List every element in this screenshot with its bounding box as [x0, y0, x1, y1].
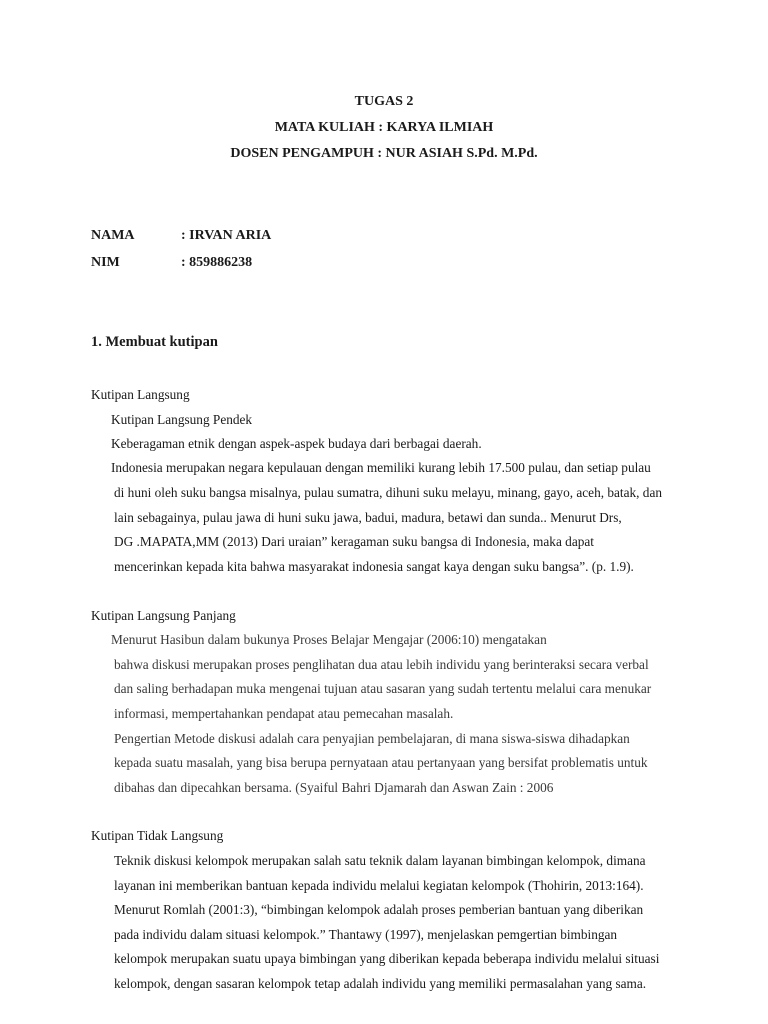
long-quote-line: informasi, mempertahankan pendapat atau pemecahan masalah.: [114, 706, 454, 721]
direct-quote-line: di huni oleh suku bangsa misalnya, pulau sumatra, dihuni suku melayu, minang, gayo, aceh, batak, dan: [114, 485, 663, 500]
section-title: 1. Membuat kutipan: [91, 334, 218, 350]
long-quote-line: Menurut Hasibun dalam bukunya Proses Belajar Mengajar (2006:10) mengatakan: [111, 632, 547, 647]
course-name: MATA KULIAH : KARYA ILMIAH: [274, 120, 494, 135]
nim-label: NIM: [91, 255, 120, 270]
indirect-quote-line: pada individu dalam situasi kelompok.” Thantawy (1997), menjelaskan pemgertian bimbingan: [114, 927, 618, 942]
direct-quote-line: DG .MAPATA,MM (2013) Dari uraian” keragaman suku bangsa di Indonesia, maka dapat: [114, 534, 594, 549]
indirect-quote-line: Teknik diskusi kelompok merupakan salah satu teknik dalam layanan bimbingan kelompok, dimana: [114, 853, 646, 868]
long-quote-line: dibahas dan dipecahkan bersama. (Syaiful Bahri Djamarah dan Aswan Zain : 2006: [114, 780, 554, 795]
long-quote-line: bahwa diskusi merupakan proses penglihatan dua atau lebih individu yang berinteraksi secara verbal: [114, 657, 649, 672]
indirect-quote-line: layanan ini memberikan bantuan kepada individu melalui kegiatan kelompok (Thohirin, 2013:164).: [114, 878, 644, 893]
long-quote-heading: Kutipan Langsung Panjang: [91, 608, 236, 623]
indirect-quote-heading: Kutipan Tidak Langsung: [91, 828, 224, 843]
nim-value: : 859886238: [181, 255, 253, 270]
direct-quote-line: lain sebagainya, pulau jawa di huni suku jawa, badui, madura, betawi dan sunda.. Menurut Drs,: [114, 510, 622, 525]
assignment-title: TUGAS 2: [354, 94, 414, 109]
direct-quote-line: mencerinkan kepada kita bahwa masyarakat indonesia sangat kaya dengan suku bangsa”. (p. 1.9).: [114, 559, 634, 574]
indirect-quote-line: Menurut Romlah (2001:3), “bimbingan kelompok adalah proses pemberian bantuan yang diberikan: [114, 902, 644, 917]
indirect-quote-line: kelompok, dengan sasaran kelompok tetap adalah individu yang memiliki permasalahan yang sama.: [114, 976, 647, 991]
short-quote-heading: Kutipan Langsung Pendek: [111, 412, 253, 427]
name-value: : IRVAN ARIA: [181, 228, 272, 243]
long-quote-line: kepada suatu masalah, yang bisa berupa pernyataan atau pertanyaan yang bersifat problematis untuk: [114, 755, 648, 770]
direct-quote-line: Indonesia merupakan negara kepulauan dengan memiliki kurang lebih 17.500 pulau, dan setiap pulau: [111, 460, 651, 475]
long-quote-line: dan saling berhadapan muka mengenai tujuan atau sasaran yang sudah tertentu melalui cara menukar: [114, 681, 652, 696]
long-quote-line: Pengertian Metode diskusi adalah cara penyajian pembelajaran, di mana siswa-siswa dihadapkan: [114, 731, 630, 746]
indirect-quote-line: kelompok merupakan suatu upaya bimbingan yang diberikan kepada beberapa individu melalui situasi: [114, 951, 660, 966]
direct-quote-heading: Kutipan Langsung: [91, 387, 190, 402]
lecturer-name: DOSEN PENGAMPUH : NUR ASIAH S.Pd. M.Pd.: [230, 146, 538, 161]
direct-quote-line: Keberagaman etnik dengan aspek-aspek budaya dari berbagai daerah.: [111, 436, 482, 451]
name-label: NAMA: [91, 228, 135, 243]
